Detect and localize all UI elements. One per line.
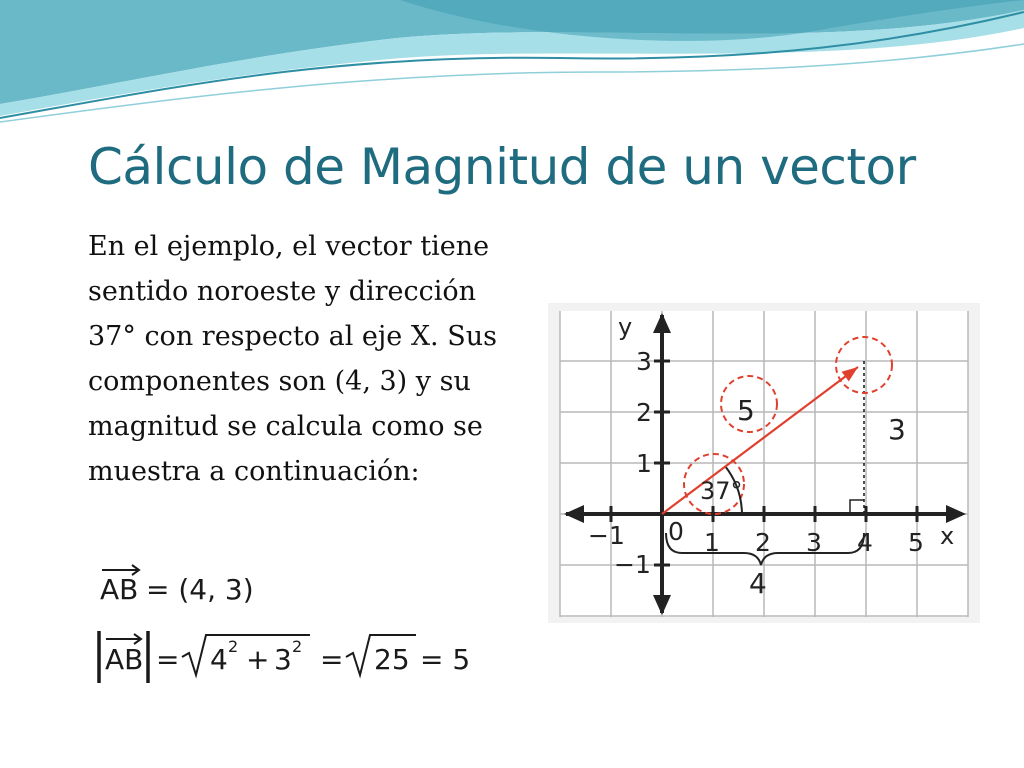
equals-sign: = (156, 643, 180, 676)
exponent-2: 2 (292, 637, 303, 656)
x-axis-label: x (940, 522, 955, 550)
vector-name-abs: AB (105, 643, 144, 676)
vector-diagram (548, 303, 980, 623)
x-tick-label: 1 (704, 528, 720, 557)
magnitude-label: 5 (737, 394, 755, 427)
radicand: 25 (374, 643, 410, 676)
x-component-label: 4 (749, 567, 767, 600)
y-tick-label: 1 (636, 449, 652, 478)
magnitude-result: = 5 (420, 643, 471, 676)
x-tick-label: 3 (806, 528, 822, 557)
slide-title: Cálculo de Magnitud de un vector (88, 138, 916, 196)
header-wave-decoration (0, 0, 1024, 130)
y-tick-label: −1 (614, 550, 651, 579)
equals-sign-2: = (320, 643, 344, 676)
y-tick-label: 3 (636, 347, 652, 376)
x-tick-label: 0 (668, 517, 684, 546)
vector-components: = (4, 3) (146, 573, 254, 606)
x-tick-label: −1 (588, 521, 625, 550)
y-axis-label: y (618, 313, 633, 341)
plus-sign: + (246, 643, 270, 676)
vector-name: AB (100, 573, 139, 606)
angle-label: 37° (700, 477, 743, 505)
y-tick-label: 2 (636, 398, 652, 427)
square-base-2: 3 (274, 643, 292, 676)
magnitude-formula (82, 553, 490, 690)
x-tick-label: 2 (755, 528, 771, 557)
explanation-text: En el ejemplo, el vector tiene sentido noroeste y dirección 37° con respecto al eje X. Sus componentes son (4, 3) y su magnitud se calcula como se muestra a continuación: (88, 231, 497, 487)
exponent-1: 2 (228, 637, 239, 656)
x-tick-label: 5 (908, 528, 924, 557)
x-tick-label: 4 (857, 528, 873, 557)
y-component-label: 3 (888, 413, 906, 446)
square-base-1: 4 (210, 643, 228, 676)
